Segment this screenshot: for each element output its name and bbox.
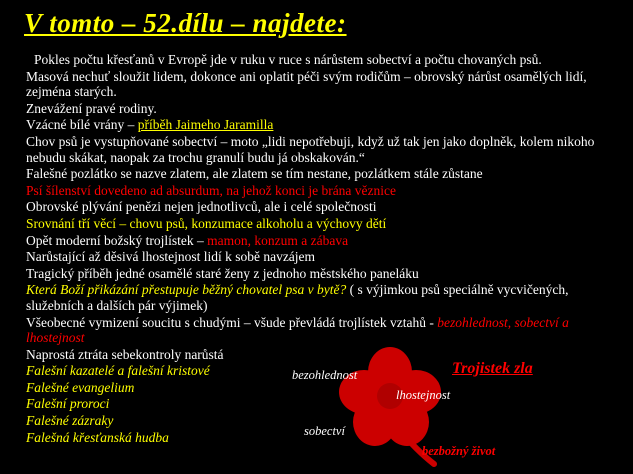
list-item-text: ( s výjimkou psů speciálně vycvičených, služebních a dalších pár výjimek) bbox=[26, 282, 569, 313]
list-item-text: Obrovské plývání penězi nejen jednotlivců, ale i celé společnosti bbox=[26, 199, 377, 215]
label-bezbozny-zivot: bezbožný život bbox=[422, 444, 496, 458]
list-item-text: Vzácné bílé vrány – bbox=[26, 117, 138, 133]
label-bezohlednost: bezohlednost bbox=[292, 368, 358, 382]
page-title: V tomto – 52.dílu – najdete: bbox=[24, 8, 347, 38]
list-item bbox=[26, 282, 612, 313]
list-item-text: Falešné zázraky bbox=[26, 413, 114, 429]
list-item-text: Falešná křesťanská hudba bbox=[26, 429, 169, 445]
list-item bbox=[26, 216, 612, 232]
list-item bbox=[26, 101, 612, 117]
list-item-emphasis: mamon, konzum a zábava bbox=[207, 232, 349, 248]
list-item-text: Falešní kazatelé a falešní kristové bbox=[26, 363, 210, 379]
list-item-text: Falešné pozlátko se nazve zlatem, ale zlatem se tím nestane, pozlátkem stále zůstane bbox=[26, 166, 483, 182]
list-item bbox=[26, 52, 612, 68]
list-item-text: Psí šílenství dovedeno ad absurdum, na jehož konci je brána věznice bbox=[26, 182, 397, 198]
list-item-text: Masová nechuť sloužit lidem, dokonce ani oplatit péči svým rodičům – obrovský nárůst osamělých lidí, zejména starých. bbox=[26, 68, 587, 100]
list-item-question: Která Boží přikázání přestupuje běžný chovatel psa v bytě? bbox=[26, 282, 347, 298]
list-item bbox=[26, 233, 612, 249]
list-item-text: Srovnání tří věcí – chovu psů, konzumace alkoholu a výchovy dětí bbox=[26, 215, 387, 231]
list-item bbox=[26, 249, 612, 265]
list-item-text: Narůstající až děsivá lhostejnost lidí k sobě navzájem bbox=[26, 249, 316, 265]
label-lhostejnost: lhostejnost bbox=[396, 388, 451, 402]
list-item-text: Falešné evangelium bbox=[26, 379, 135, 395]
list-item-text: Znevážení pravé rodiny. bbox=[26, 100, 157, 116]
list-item bbox=[26, 69, 612, 100]
list-item bbox=[26, 266, 612, 282]
list-item-text: Pokles počtu křesťanů v Evropě jde v ruku v ruce s nárůstem sobectví a počtu chovaných psů. bbox=[34, 52, 542, 67]
list-item-text: Všeobecné vymizení soucitu s chudými – všude převládá trojlístek vztahů - bbox=[26, 314, 438, 330]
list-item bbox=[26, 183, 612, 199]
list-item-emphasis: bezohlednost, sobectví a lhostejnost bbox=[26, 314, 569, 346]
diagram-title: Trojistek zla bbox=[452, 360, 533, 377]
list-item bbox=[26, 117, 612, 133]
list-item bbox=[26, 166, 612, 182]
list-item-text: Opět moderní božský trojlístek – bbox=[26, 232, 208, 248]
hyperlink-jaime-jaramillo[interactable]: příběh Jaimeho Jaramilla bbox=[137, 117, 274, 133]
list-item bbox=[26, 199, 612, 215]
label-sobectvi: sobectví bbox=[304, 424, 345, 438]
list-item bbox=[26, 134, 612, 165]
list-item-text: Falešní proroci bbox=[26, 396, 110, 412]
list-item-text: Naprostá ztráta sebekontroly narůstá bbox=[26, 346, 224, 362]
flower-diagram bbox=[292, 340, 618, 474]
list-item-text: Tragický příběh jedné osamělé staré ženy z jednoho městského paneláku bbox=[26, 265, 419, 281]
list-item-text: Chov psů je vystupňované sobectví – moto „lidi nepotřebuji, když už tak jen jako doplněk, kolem nikoho nebudu skákat, naopak za trochu granulí budu já obskakován.“ bbox=[26, 133, 595, 165]
